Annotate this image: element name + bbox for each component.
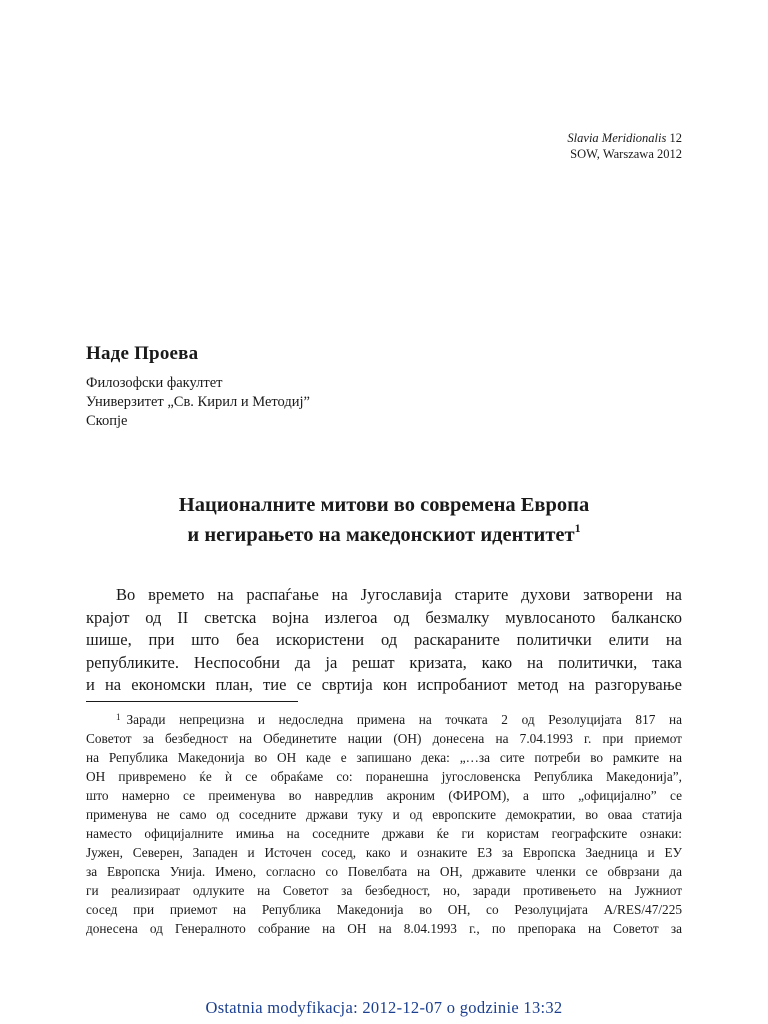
- affiliation-university: Универзитет „Св. Кирил и Методиј”: [86, 394, 310, 410]
- footnote-line: на Република Македонија во ОН каде е запишано дека: „…за сите потреби во рамките на: [86, 750, 682, 765]
- publisher-line: SOW, Warszawa 2012: [570, 147, 682, 161]
- body-paragraph: [86, 584, 682, 697]
- title-line-1: Националните митови во современа Европа: [178, 494, 590, 516]
- affiliation-faculty: Филозофски факултет: [86, 375, 223, 391]
- author-name: Наде Проева: [86, 343, 199, 364]
- body-line: шише, при што беа искористени од раскараните политички елити на: [86, 630, 682, 650]
- footnote-line: Советот за безбедност на Обединетите нации (ОН) донесена на 7.04.1993 г. при приемот: [86, 731, 682, 746]
- footnote-line: донесена од Генералното собрание на ОН на 8.04.1993 г., по препорака на Советот за: [86, 921, 682, 936]
- journal-title-line: [567, 130, 682, 146]
- body-line: крајот од II светска војна излегоа од безмалку мувлосаното балканско: [86, 607, 682, 627]
- footnote-line: наместо официјалните имиња на соседните држави ќе ги користам географските ознаки:: [86, 826, 682, 841]
- title-line-2: [86, 520, 682, 550]
- journal-name: Slavia Meridionalis: [567, 131, 667, 145]
- footnote-mark: 1: [116, 712, 121, 722]
- footnote-separator: [86, 701, 298, 702]
- author-affiliation: [86, 374, 310, 431]
- body-line: Во времето на распаѓање на Југославија старите духови затворени на: [116, 585, 682, 604]
- body-line: републиките. Неспособни да ја решат кризата, како на политички, така: [86, 652, 682, 672]
- footnote-line: што намерно се преименува во навредлив акроним (ФИРОМ), а што „официјално” се: [86, 788, 682, 803]
- body-line: и на економски план, тие се свртија кон испробаниот метод на разгорување: [86, 675, 682, 695]
- article-title: [86, 490, 682, 550]
- footnote: [86, 710, 682, 938]
- affiliation-city: Скопје: [86, 413, 128, 429]
- title-line-2-text: и негирањето на македонскиот идентитет: [187, 524, 575, 546]
- last-modified-footer: Ostatnia modyfikacja: 2012-12-07 o godzinie 13:32: [205, 998, 563, 1017]
- footnote-line-1: [86, 710, 682, 729]
- journal-volume: 12: [669, 131, 682, 145]
- footnote-line: ОН привремено ќе ѝ се обраќаме со: поранешна југословенска Република Македонија”,: [86, 769, 682, 784]
- footnote-line: применува не само од соседните држави туку и од европските демократии, во оваа статија: [86, 807, 682, 822]
- footnote-line: сосед при приемот на Република Македонија во ОН, со Резолуцијата A/RES/47/225: [86, 902, 682, 917]
- title-footnote-mark[interactable]: 1: [574, 521, 581, 535]
- footnote-line: ги реализираат одлуките на Советот за безбедност, но, заради противењето на Јужниот: [86, 883, 682, 898]
- footnote-line: за Европска Унија. Имено, согласно со Повелбата на ОН, државите членки се обврзани да: [86, 864, 682, 879]
- journal-header: [567, 130, 682, 162]
- footnote-line: Јужен, Северен, Западен и Источен сосед, како и ознаките ЕЗ за Европска Заедница и ЕУ: [86, 845, 682, 860]
- footnote-line-text: Заради непрецизна и недоследна примена на точката 2 од Резолуцијата 817 на: [126, 712, 682, 727]
